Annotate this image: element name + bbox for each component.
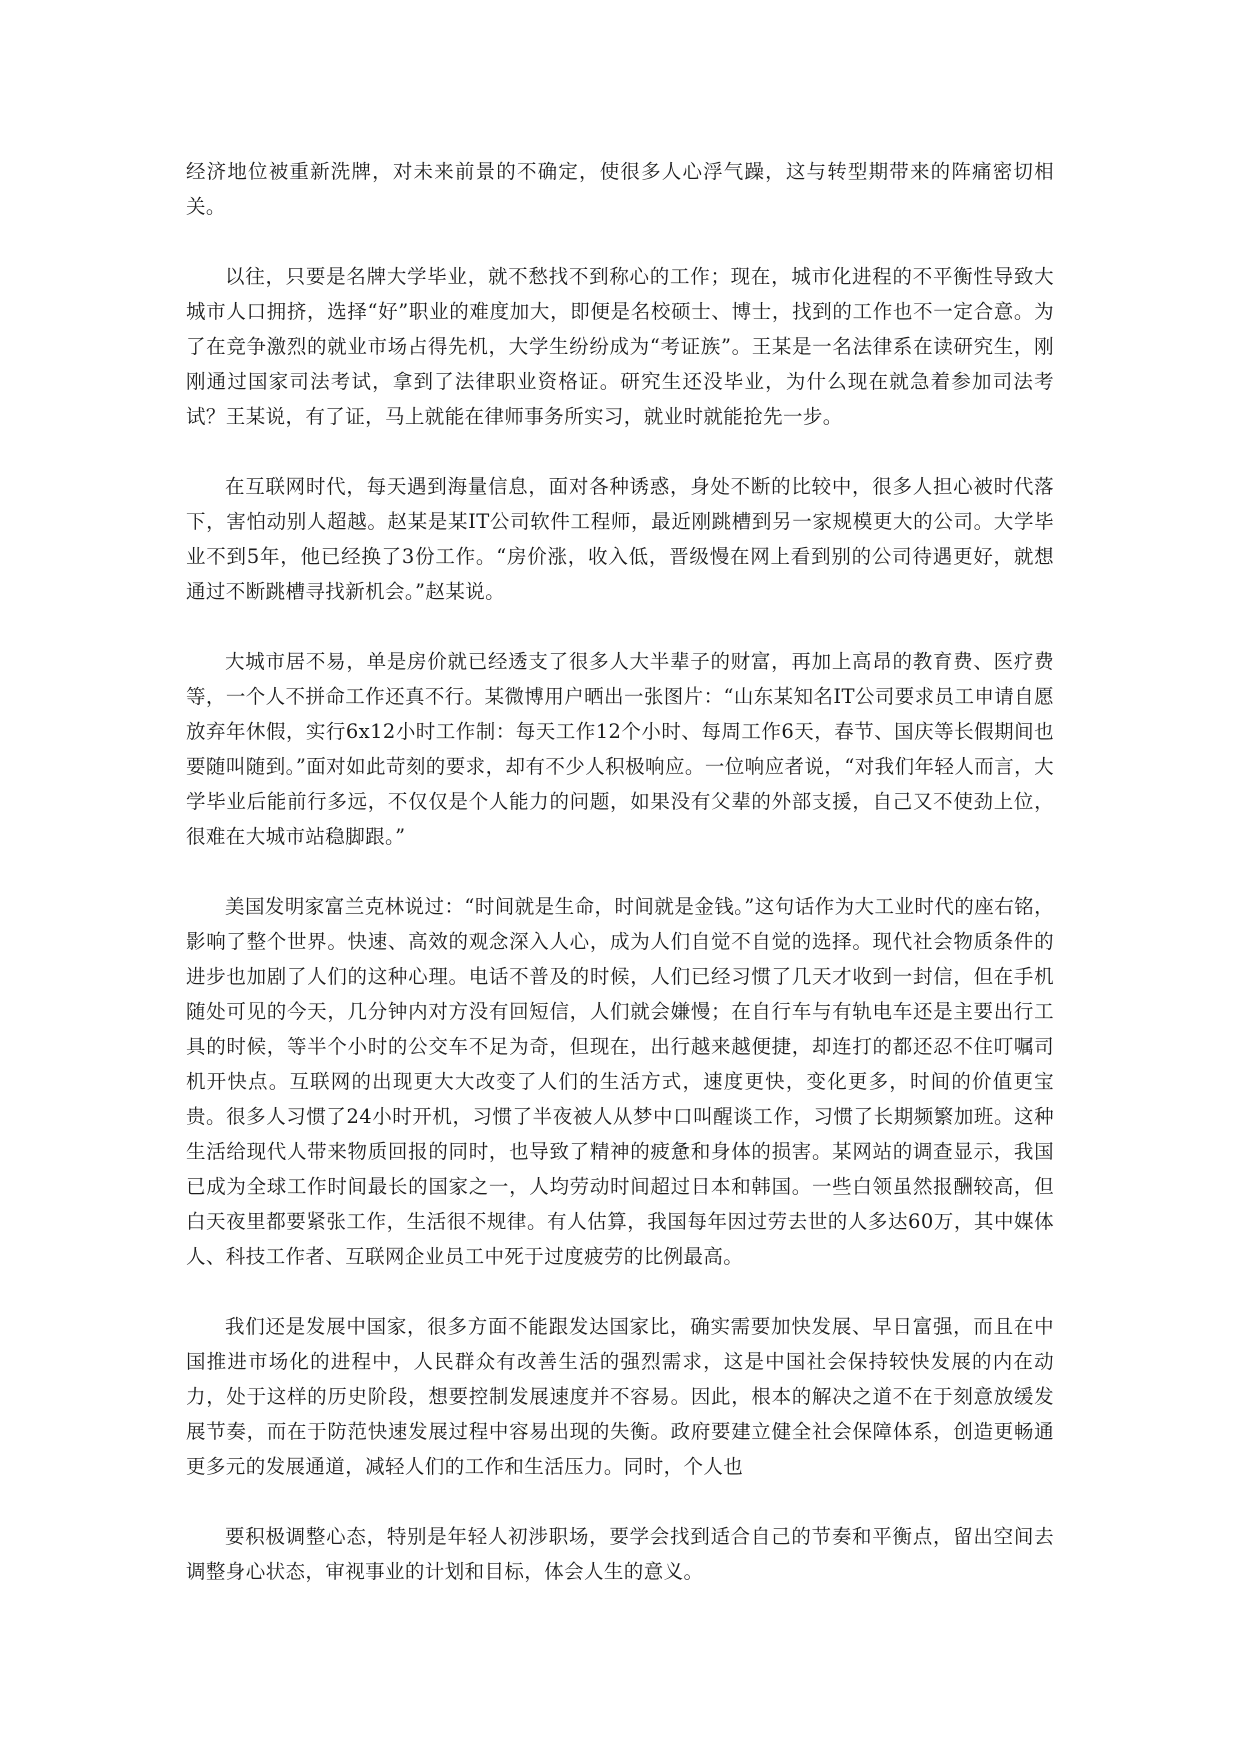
document-body xyxy=(186,154,1054,1624)
paragraph-5: 美国发明家富兰克林说过：“时间就是生命，时间就是金钱。”这句话作为大工业时代的座右铭，影响了整个世界。快速、高效的观念深入人心，成为人们自觉不自觉的选择。现代社会物质条件的进步也加剧了人们的这种心理。电话不普及的时候，人们已经习惯了几天才收到一封信，但在手机随处可见的今天，几分钟内对方没有回短信，人们就会嫌慢；在自行车与有轨电车还是主要出行工具的时候，等半个小时的公交车不足为奇，但现在，出行越来越便捷，却连打的都还忍不住叮嘱司机开快点。互联网的出现更大大改变了人们的生活方式，速度更快，变化更多，时间的价值更宝贵。很多人习惯了24小时开机，习惯了半夜被人从梦中口叫醒谈工作，习惯了长期频繁加班。这种生活给现代人带来物质回报的同时，也导致了精神的疲惫和身体的损害。某网站的调查显示，我国已成为全球工作时间最长的国家之一，人均劳动时间超过日本和韩国。一些白领虽然报酬较高，但白天夜里都要紧张工作，生活很不规律。有人估算，我国每年因过劳去世的人多达60万，其中媒体人、科技工作者、互联网企业员工中死于过度疲劳的比例最高。 xyxy=(186,895,1054,1268)
paragraph-1: 经济地位被重新洗牌，对未来前景的不确定，使很多人心浮气躁，这与转型期带来的阵痛密切相关。 xyxy=(186,160,1054,218)
paragraph-3: 在互联网时代，每天遇到海量信息，面对各种诱惑，身处不断的比较中，很多人担心被时代落下，害怕动别人超越。赵某是某IT公司软件工程师，最近刚跳槽到另一家规模更大的公司。大学毕业不到5年，他已经换了3份工作。“房价涨，收入低，晋级慢在网上看到别的公司待遇更好，就想通过不断跳槽寻找新机会。”赵某说。 xyxy=(186,475,1054,603)
paragraph-4: 大城市居不易，单是房价就已经透支了很多人大半辈子的财富，再加上高昂的教育费、医疗费等，一个人不拼命工作还真不行。某微博用户晒出一张图片：“山东某知名IT公司要求员工申请自愿放弃年休假，实行6x12小时工作制：每天工作12个小时、每周工作6天，春节、国庆等长假期间也要随叫随到。”面对如此苛刻的要求，却有不少人积极响应。一位响应者说，“对我们年轻人而言，大学毕业后能前行多远，不仅仅是个人能力的问题，如果没有父辈的外部支援，自己又不使劲上位，很难在大城市站稳脚跟。” xyxy=(186,650,1054,848)
paragraph-2: 以往，只要是名牌大学毕业，就不愁找不到称心的工作；现在，城市化进程的不平衡性导致大城市人口拥挤，选择“好”职业的难度加大，即便是名校硕士、博士，找到的工作也不一定合意。为了在竞争激烈的就业市场占得先机，大学生纷纷成为“考证族”。王某是一名法律系在读研究生，刚刚通过国家司法考试，拿到了法律职业资格证。研究生还没毕业，为什么现在就急着参加司法考试？王某说，有了证，马上就能在律师事务所实习，就业时就能抢先一步。 xyxy=(186,265,1054,428)
paragraph-6: 我们还是发展中国家，很多方面不能跟发达国家比，确实需要加快发展、早日富强，而且在中国推进市场化的进程中，人民群众有改善生活的强烈需求，这是中国社会保持较快发展的内在动力，处于这样的历史阶段，想要控制发展速度并不容易。因此，根本的解决之道不在于刻意放缓发展节奏，而在于防范快速发展过程中容易出现的失衡。政府要建立健全社会保障体系，创造更畅通更多元的发展通道，减轻人们的工作和生活压力。同时，个人也 xyxy=(186,1315,1054,1478)
paragraph-7: 要积极调整心态，特别是年轻人初涉职场，要学会找到适合自己的节奏和平衡点，留出空间去调整身心状态，审视事业的计划和目标，体会人生的意义。 xyxy=(186,1525,1054,1583)
